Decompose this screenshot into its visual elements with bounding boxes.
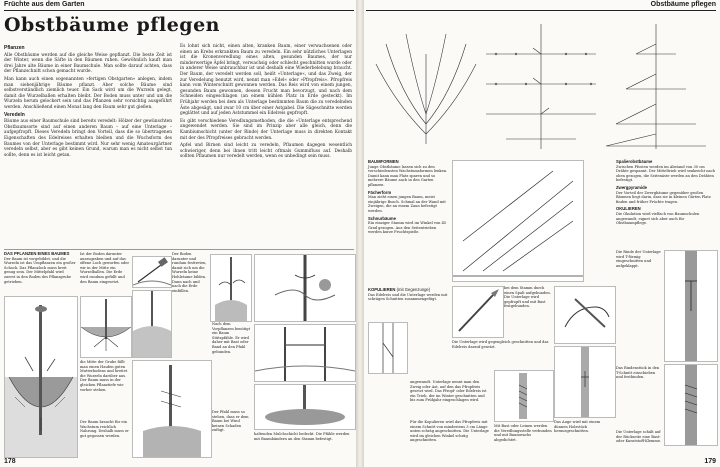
head-rule [366, 10, 716, 11]
left-column-1 [4, 44, 172, 160]
baumformen-block: BAUMFORMEN Junge Obstbäume lassen sich zu den verschiedensten Wachstumsformen lenken. Damit kann man Platz sparen und so mehrere Bäume auch in den Garten pflanzen. Fächerform Man zieht einen jungen Baum, meist einjährige Busch. Schmal an der Wand mit Zweigen, die an einem Zaun befestigt werden. Schnurbäume Ein einziger Stamm wird im Winkel von 45 Grad gezogen. Aus den Seitentrieben werden kurze Fruchtspieße. [368, 159, 448, 235]
caption-block: Ist der Boden darunter auszugraben und auf das offene Loch geworfen oder wir in der Mitte ein Wurzelballen. Die Erde wird rundum gefüllt und den Baum eingesetzt. [80, 252, 130, 284]
knife-cut-illustration [452, 286, 504, 338]
left-column-2 [180, 44, 352, 162]
caption: Der Baum ist vorgebildet, und die Wurzeln ist das Umpflanzen ein großer Schock. Das Pflanzloch muss breit genug sein. Der Mittelpfahl wird zuerst in den Boden des Pflanzgrube getrieben. [4, 256, 76, 284]
caption-block: Für die Kopulieren wird das Pfropfreis mit einem Schnitt von mindestens 3 cm Länge unten schräg angeschnitten. Die Unterlage wird im gleichen Winkel schräg angeschnitten. [410, 420, 489, 443]
roots-spreading-illustration [80, 296, 132, 358]
spalier-block: Spalierobstbäume Zwischen Pfosten werden im Abstand von 30 cm Drähte gespannt. Der Mitteltrieb wird senkrecht nach oben gezogen, die Seitenäste werden an den Drähten befestigt. Zwergpyramide Der Vorteil der Zwergbäume gegenüber großen Bäumen liegt darin, dass sie in kleinen Gärten Platz finden und früher Früchte tragen. OKULIEREN Die Okulation wird vielfach von Baumschulen angewandt, eignet sich aber auch für Obstbaumpflege. [616, 159, 715, 226]
page-number-left: 178 [4, 458, 16, 465]
paragraph: Es gibt verschiedene Veredlungsmethoden, die die »Unterlage entsprechend angewendet werden. Sie sind im Prinzip aber alle gleich, denn die Kambiumschicht (unter der Rinde) der Unterlage muss in direkten Kontakt mit der des Pfropfreises gebracht werden. [180, 118, 352, 141]
mulch-illustration [254, 384, 356, 430]
caption-block: Mit Bast oder Leinen werden die Veredlungsstelle verbunden und mit Baumwachs abgedichtet. [494, 424, 552, 442]
t-cut-illustration [664, 250, 718, 362]
section-heading-pflanzen: Pflanzen [4, 45, 25, 51]
paragraph: Bäume aus einer Baumschule sind bereits veredelt: Hölzer der gewünschten Obstbaumsorte sind auf einen anderen Baum – auf eine Unterlage – aufgepfropft. Dieses Veredeln bringt den Vorteil, dass die so übertragenen Eigenschaften des Edelreises erhalten bleiben und die Wuchsform des Baumes von der Unterlage bestimmt wird. Nur sehr wenig Amateurgärtner veredeln selbst, aber es gibt keinen Grund, warum man es nicht selbst tun sollte, denn es ist leicht getan. [4, 119, 172, 158]
planting-box-intro [4, 252, 76, 284]
caption-block: Die Rinde der Unterlage wird T-förmig eingeschnitten und aufgeklappt. [616, 250, 661, 268]
spacer [586, 160, 608, 280]
caption-block: bei dem Stamm durch einen Spalt aufgebunden. Die Unterlage wird gepfropft und mit Bast festgebunden. [504, 286, 551, 309]
tying-tree-illustration [254, 254, 356, 322]
spade-illustration [132, 256, 172, 288]
page-number-right: 179 [704, 458, 716, 465]
hand-knife-illustration [554, 286, 616, 344]
section-heading-baumformen: BAUMFORMEN [368, 159, 399, 164]
caption-block: Der Baum braucht für ein Wachstum reichlich Nahrung. Deshalb muss er gut gegossen werden. [80, 420, 129, 438]
caption-block: Nach dem Vorpflanzen benötigt ein Baum Stützpfähle. Er wird daher mit Bast oder Band an den Pfahl gebunden. [212, 322, 251, 354]
paragraph: Man kann auch einen sogenannten »fertigen Obstgarten« anlegen, indem man siebenjährige Bäume pflanzt. Aber solche Bäume sind selbstverständlich ziemlich teuer. Ein Sack wird um die Wurzeln gelegt, damit die Wurzelballen erhalten bleibt. Der Boden muss unter und um die Wurzeln herum gelockert sein und das Pflanzen sehr vorsichtig ausgeführt werden. Anschließend einen Monat lang den Baum sehr gut gießen. [4, 76, 172, 110]
caption-block: Der Boden darunter und rundum festtreten, damit sich um die Wurzeln keine Hohlräume bilden. Dann nach und nach die Erde einfüllen. [172, 252, 207, 293]
caption-block: die Mitte der Grube füllt man einen Haufen guten Mutterbodens und breitet die Wurzeln darüber aus. Der Baum muss in der gleichen Pflanztiefe wie vorher stehen. [80, 360, 128, 392]
left-page [0, 0, 356, 467]
section-heading-veredeln: Veredeln [4, 111, 25, 118]
section-heading-spalier: Spalierobstbäume [616, 159, 653, 164]
insert-bud-illustration [554, 346, 616, 418]
head-rule [4, 10, 354, 11]
binding-graft-illustration [494, 370, 554, 422]
section-divider [4, 249, 354, 250]
book-gutter [356, 0, 364, 467]
section-heading-kopulieren: KOPULIEREN (mit Gegenzunge) [368, 287, 431, 292]
caption-block: angewandt. Unterlage nennt man den Zweig oder Ast, auf den das Pfropfreis gesetzt wird. Das Pfropf- oder Edelreis ist ein Trieb, der im Winter geschnitten und bis zum Frühjahr eingeschlagen wird. [410, 380, 487, 403]
caption-block: Die Unterlage wird gegengleich geschnitten und das Edelreis darauf gesetzt. [452, 340, 549, 349]
paragraph: Alle Obstbäume werden auf die gleiche Weise gepflanzt. Die beste Zeit ist der Winter, wenn die Säfte in den Bäumen ruhen. Gewöhnlich kauft man drei Jahre alte Bäume in einer Baumschule. Man sollte darauf achten, dass der Pflanzschnitt schon gemacht wurde. [4, 52, 172, 75]
running-head-right: Obstbäume pflegen [650, 1, 716, 8]
staking-illustration [254, 324, 356, 382]
right-page [364, 0, 720, 467]
caption-block: Das Auge wird mit einem dünnen Holzstück herausgeschnitten. [554, 420, 601, 434]
fan-tree-illustration [452, 160, 584, 282]
espalier-trees-illustration [366, 14, 716, 154]
paragraph: Es lohnt sich nicht, einen alten, kranken Baum, einer verwachsenen oder einen an Krebs erkrankten Baum zu veredeln. Ein sehr nützliches Unterlagen ist die Kronenveredlung eines alten, gesunden Baumes, der nur minderwertige Äpfel bringt, verwachsig oder schlecht geschnitten wurde oder in anderer Weise unbrauchbar ist und deshalb eine Wiederbelebung braucht. Der Baum, der veredelt werden soll, heißt »Unterlage«, und das Zweig, der zur Veredelung benutzt wird, nennt man »Edel« oder »Pfropfreis«. Pfropfreis kann vom Winterschnitt gewonnen werden. Das Reis wird von einem jungen, gesunden Baum gewonnen, dessen Frucht man bevorzugt, und nach dem Schneiden eingeschlagen (an einem kühlen Platz in Erde gesteckt). Im Frühjahr werden bei dem als Unterlage bestimmten Baum die zu veredelnden Äste abgesägt, und zwar 10 cm über einer Astgabel. Die Sägeschnitte werden geglättet und auf jeden Aststummel ein Edelreis gepfropft. [180, 44, 352, 117]
caption-block: Der Pfahl muss so stehen, dass er dem Baum bei Wind keinen Schaden zufügt. [212, 410, 249, 433]
caption-block: haltenden Mulchschicht bedeckt. Die Pfähle werden mit Baumbändern an den Stamm befestigt. [254, 432, 350, 441]
stake-illustration [132, 360, 212, 458]
filling-soil-illustration [132, 290, 172, 358]
kopulieren-block: KOPULIEREN (mit Gegenzunge) Das Edelreis und die Unterlage werden mit schrägen Schnitten zusammengefügt. [368, 287, 448, 302]
planting-pit-illustration [4, 296, 78, 458]
paragraph: Apfel und Birnen sind leicht zu veredeln, Pflaumen dagegen wesentlich schwieriger, denn bei ihnen tritt leicht oftmals Gummifluss auf. Deshalb sollten Pflaumen nur veredelt werden, wenn es unbedingt sein muss. [180, 143, 352, 160]
page-title: Obstbäume pflegen [4, 14, 220, 36]
box-heading: DAS PFLANZEN EINES BAUMES [4, 251, 70, 256]
caption-block: Das Rindenstück in den T-Schnitt einschieben und festbinden. [616, 366, 660, 380]
graft-cut-illustration [368, 322, 408, 374]
running-head-left: Früchte aus dem Garten [4, 1, 85, 8]
hands-planting-illustration [210, 254, 252, 322]
tied-bud-illustration [664, 364, 718, 446]
caption-block: Die Unterlage schält auf der Rückseite eine Bast- oder Kunststoff-Klemme. [616, 430, 662, 444]
